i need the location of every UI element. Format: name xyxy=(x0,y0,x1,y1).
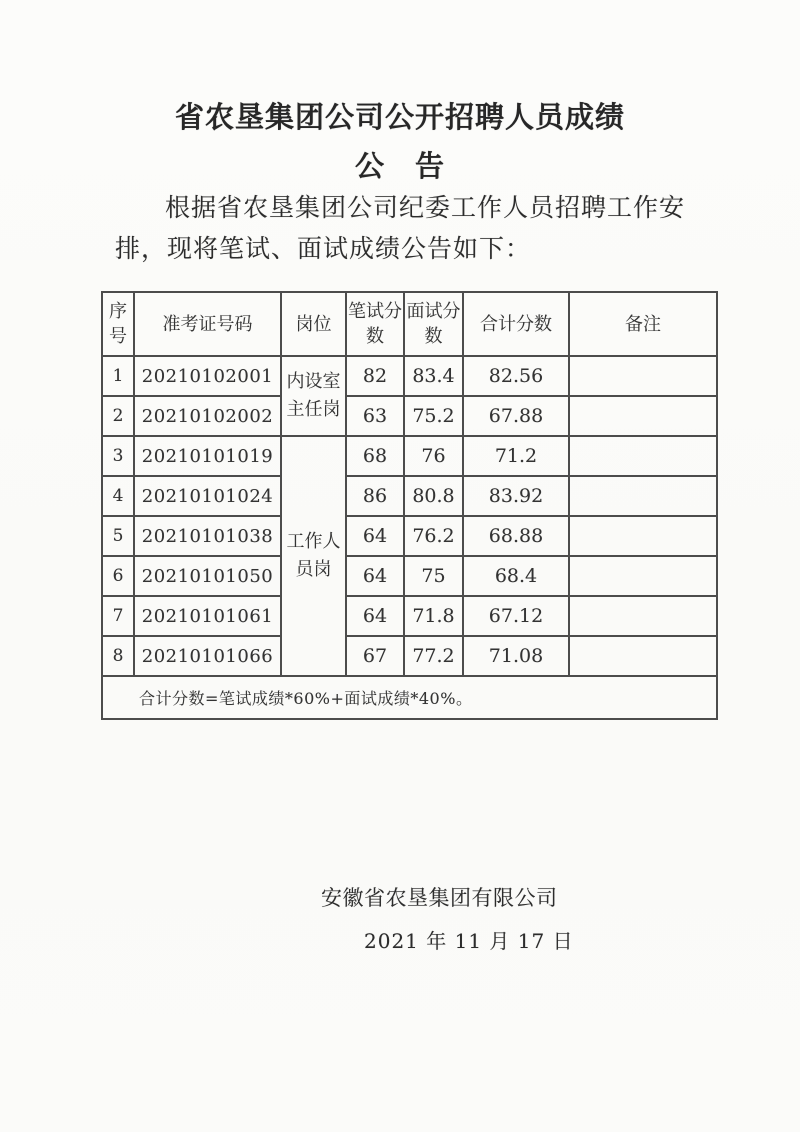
cell-written-score: 67 xyxy=(346,636,404,676)
cell-written-score: 68 xyxy=(346,436,404,476)
cell-written-score: 64 xyxy=(346,596,404,636)
page-subtitle: 公 告 xyxy=(354,149,445,183)
cell-seq: 7 xyxy=(102,596,134,636)
cell-total-score: 83.92 xyxy=(463,476,569,516)
cell-remark xyxy=(569,356,717,396)
cell-interview-score: 77.2 xyxy=(404,636,463,676)
scores-table xyxy=(101,291,718,720)
cell-total-score: 67.12 xyxy=(463,596,569,636)
cell-written-score: 64 xyxy=(346,516,404,556)
table-row xyxy=(102,396,717,436)
header-cell-interview: 面试分数 xyxy=(404,292,463,356)
cell-total-score: 82.56 xyxy=(463,356,569,396)
cell-total-score: 68.4 xyxy=(463,556,569,596)
cell-seq: 8 xyxy=(102,636,134,676)
cell-ticket-number: 20210102001 xyxy=(134,356,281,396)
header-cell-post: 岗位 xyxy=(281,292,346,356)
signature-company: 安徽省农垦集团有限公司 xyxy=(321,886,558,910)
cell-total-score: 68.88 xyxy=(463,516,569,556)
cell-written-score: 64 xyxy=(346,556,404,596)
cell-written-score: 86 xyxy=(346,476,404,516)
page-title: 省农垦集团公司公开招聘人员成绩 xyxy=(174,100,625,134)
cell-seq: 2 xyxy=(102,396,134,436)
cell-interview-score: 76 xyxy=(404,436,463,476)
cell-remark xyxy=(569,556,717,596)
cell-seq: 4 xyxy=(102,476,134,516)
table-row xyxy=(102,636,717,676)
cell-total-score: 71.2 xyxy=(463,436,569,476)
cell-post-group-1: 内设室主任岗 xyxy=(281,356,346,436)
table-row xyxy=(102,596,717,636)
intro-line-2: 排，现将笔试、面试成绩公告如下： xyxy=(115,234,532,263)
cell-interview-score: 75 xyxy=(404,556,463,596)
cell-interview-score: 80.8 xyxy=(404,476,463,516)
cell-ticket-number: 20210101024 xyxy=(134,476,281,516)
table-row xyxy=(102,476,717,516)
header-cell-ticket: 准考证号码 xyxy=(134,292,281,356)
cell-interview-score: 76.2 xyxy=(404,516,463,556)
cell-total-score: 71.08 xyxy=(463,636,569,676)
cell-remark xyxy=(569,476,717,516)
header-cell-total: 合计分数 xyxy=(463,292,569,356)
header-cell-written: 笔试分数 xyxy=(346,292,404,356)
cell-interview-score: 83.4 xyxy=(404,356,463,396)
cell-remark xyxy=(569,516,717,556)
cell-ticket-number: 20210101038 xyxy=(134,516,281,556)
cell-remark xyxy=(569,396,717,436)
cell-ticket-number: 20210101061 xyxy=(134,596,281,636)
table-row xyxy=(102,556,717,596)
cell-ticket-number: 20210102002 xyxy=(134,396,281,436)
cell-written-score: 63 xyxy=(346,396,404,436)
cell-seq: 6 xyxy=(102,556,134,596)
cell-written-score: 82 xyxy=(346,356,404,396)
cell-total-score: 67.88 xyxy=(463,396,569,436)
footnote-text: 合计分数=笔试成绩*60%+面试成绩*40%。 xyxy=(102,676,717,719)
table-row xyxy=(102,516,717,556)
table-footnote-row xyxy=(102,676,717,719)
intro-paragraph xyxy=(115,187,693,269)
cell-ticket-number: 20210101066 xyxy=(134,636,281,676)
cell-seq: 1 xyxy=(102,356,134,396)
table-row xyxy=(102,356,717,396)
cell-interview-score: 71.8 xyxy=(404,596,463,636)
cell-remark xyxy=(569,436,717,476)
cell-ticket-number: 20210101019 xyxy=(134,436,281,476)
cell-post-group-2: 工作人员岗 xyxy=(281,436,346,676)
cell-seq: 3 xyxy=(102,436,134,476)
cell-remark xyxy=(569,636,717,676)
cell-remark xyxy=(569,596,717,636)
cell-interview-score: 75.2 xyxy=(404,396,463,436)
header-cell-seq: 序号 xyxy=(102,292,134,356)
intro-line-1: 根据省农垦集团公司纪委工作人员招聘工作安 xyxy=(165,193,686,222)
cell-seq: 5 xyxy=(102,516,134,556)
signature-date: 2021 年 11 月 17 日 xyxy=(364,929,574,953)
header-cell-remark: 备注 xyxy=(569,292,717,356)
table-header-row xyxy=(102,292,717,356)
table-row xyxy=(102,436,717,476)
cell-ticket-number: 20210101050 xyxy=(134,556,281,596)
